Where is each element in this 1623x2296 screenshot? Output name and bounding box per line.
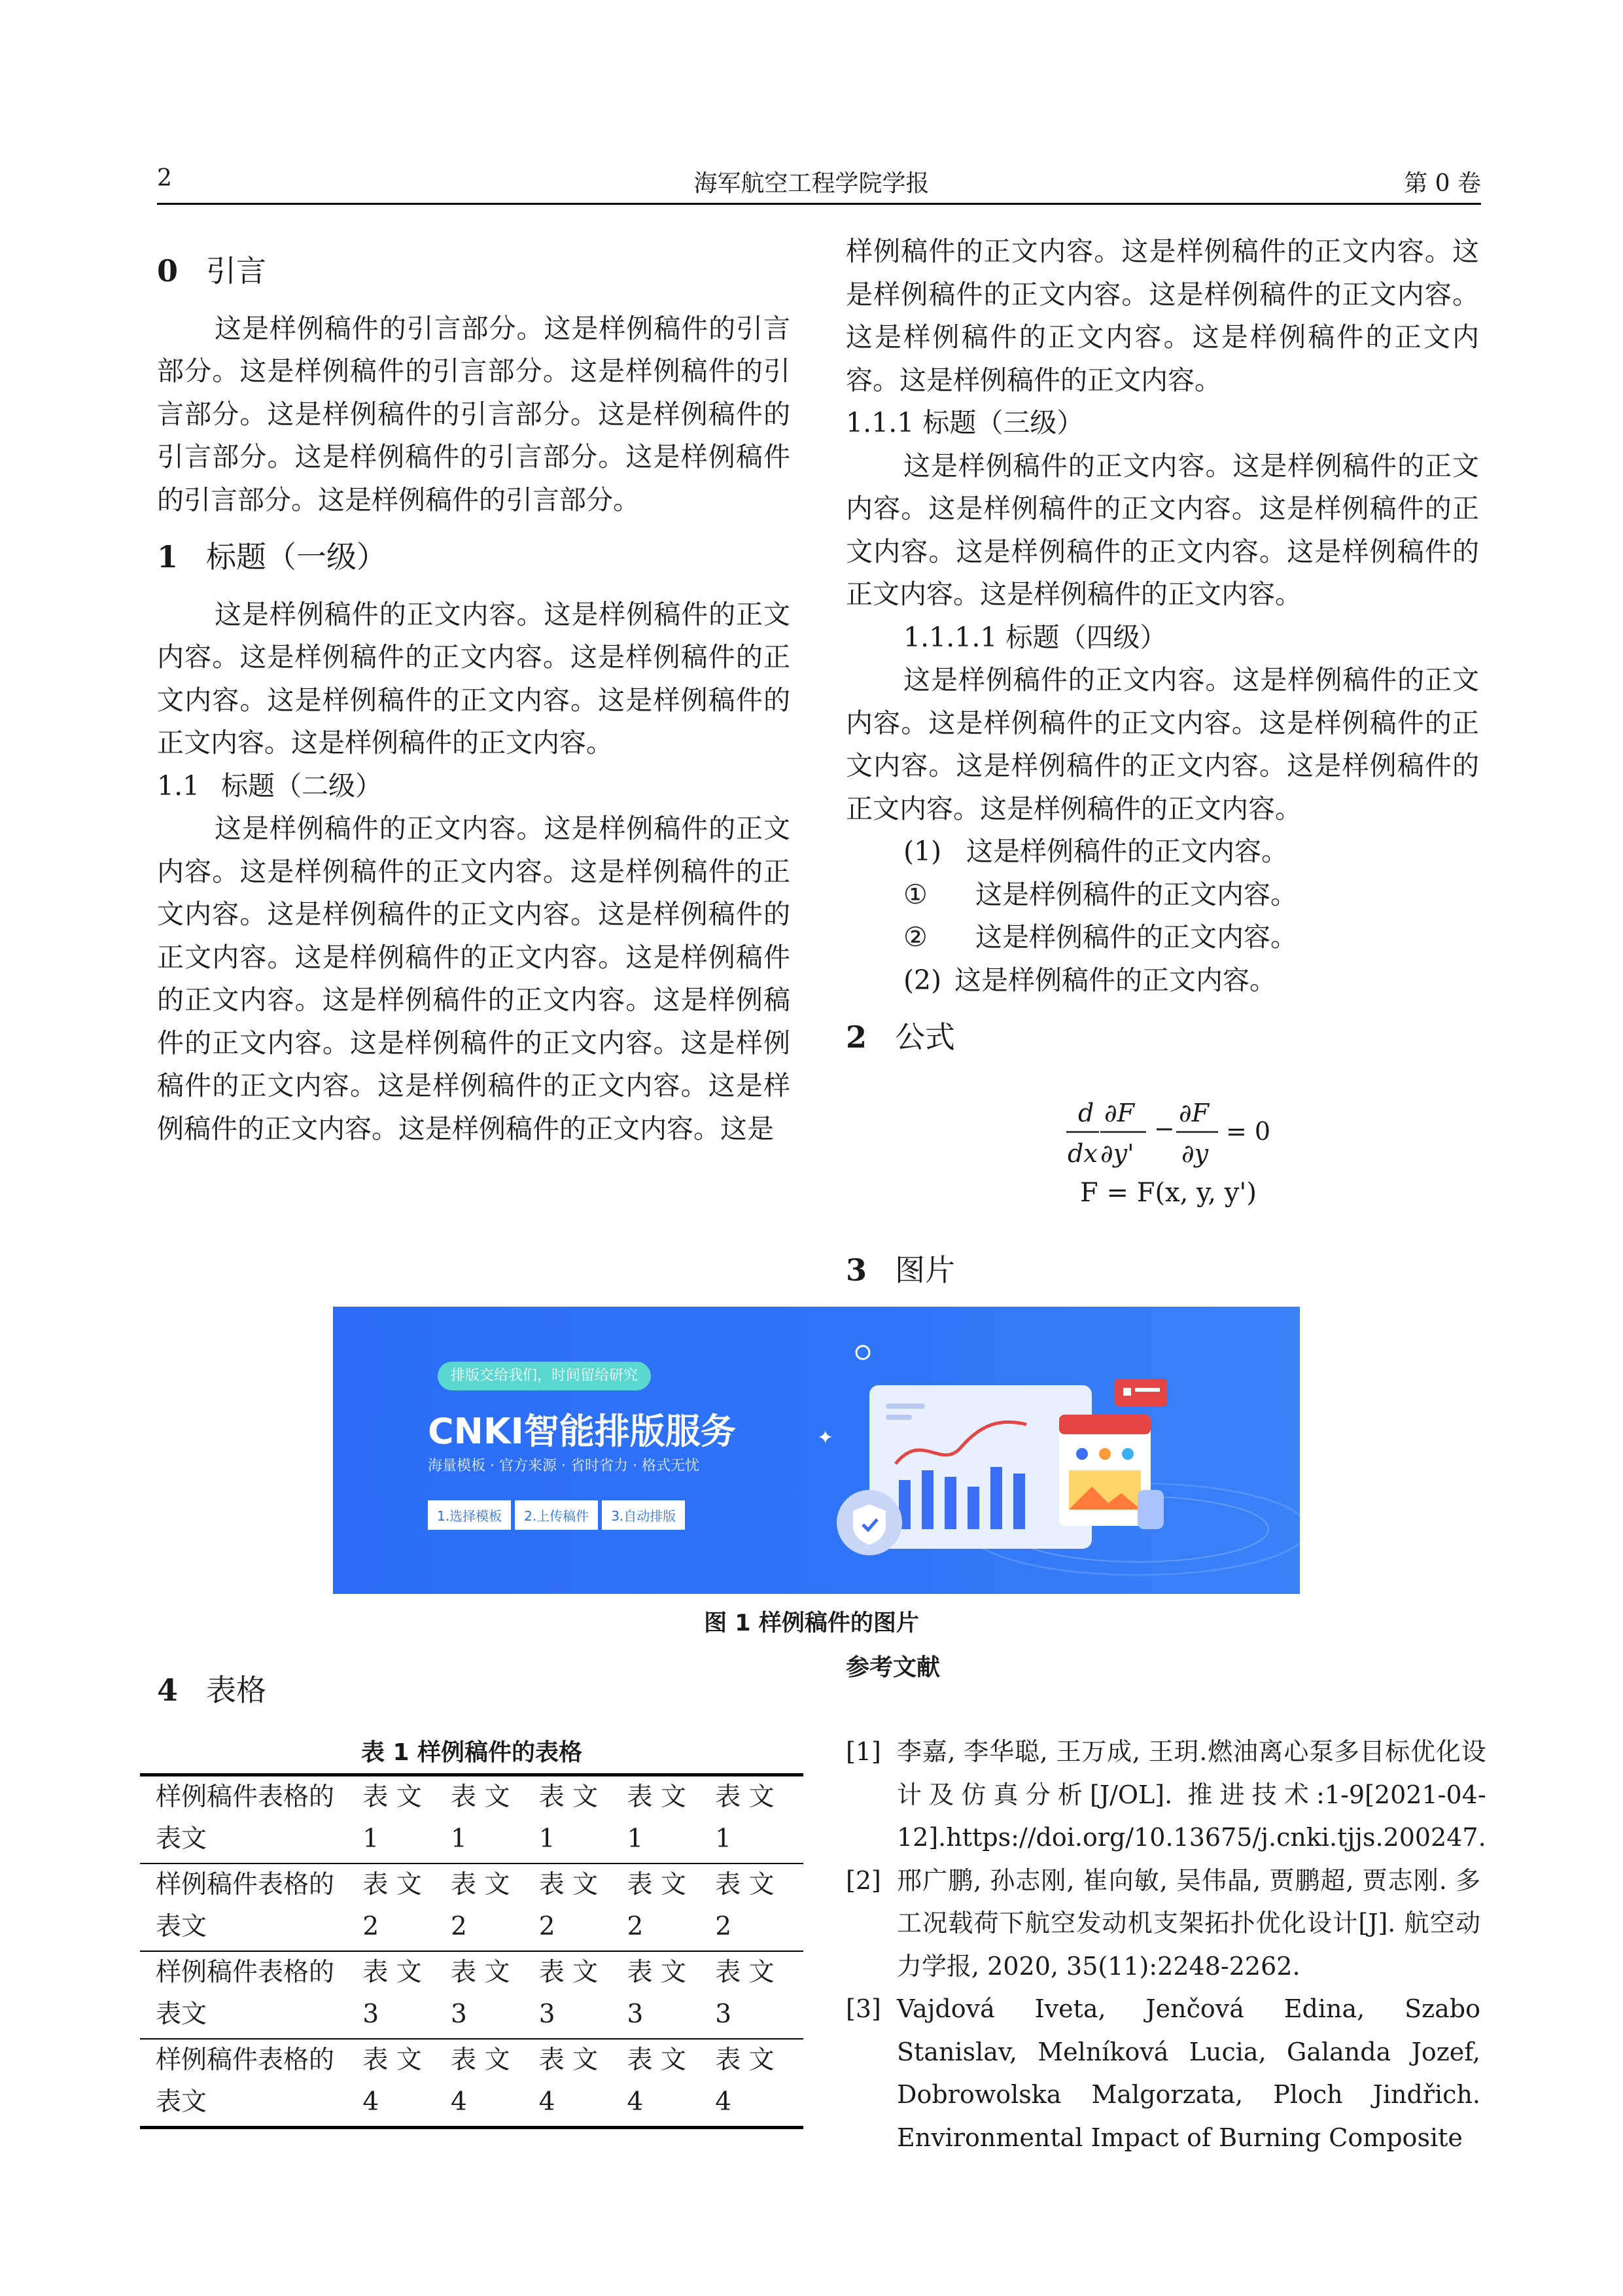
svg-text:✦: ✦ — [817, 1426, 834, 1449]
svg-text:dx: dx — [1068, 1139, 1098, 1168]
table-cell — [362, 1775, 451, 1864]
cell-line: 样例稿件表格的 — [156, 1958, 335, 1987]
table-cell — [539, 1951, 627, 2039]
right-column — [846, 230, 1479, 1059]
table-cell — [715, 1951, 803, 2039]
list-text: 这是样例稿件的正文内容。 — [975, 878, 1297, 910]
cell-line: 2 — [627, 1912, 644, 1941]
cell-line: 3 — [538, 2000, 555, 2029]
cell-line: 1 — [715, 1824, 732, 1854]
reference-item — [846, 1731, 1486, 1860]
table-cell — [451, 1863, 539, 1951]
cell-line: 表 文 — [715, 1870, 775, 1899]
reference-text: Vajdová Iveta, Jenčová Edina, Szabo Stanislav, Melníková Lucia, Galanda Jozef, Dobrowolska Malgorzata, Ploch Jindřich. Environmental Impact of Burning Composite — [897, 1994, 1480, 2152]
left-column — [157, 250, 790, 1150]
banner-title: CNKI智能排版服务 — [428, 1411, 736, 1452]
section-number: 0 — [157, 253, 179, 289]
list-item — [846, 959, 1479, 1002]
cell-line: 表 文 — [538, 1782, 599, 1812]
table-row — [140, 1951, 803, 2039]
svg-text:∂y': ∂y' — [1100, 1139, 1134, 1168]
cell-line: 表 文 — [715, 1782, 775, 1812]
section-title: 图片 — [895, 1252, 955, 1288]
cell-line: 表 文 — [538, 1958, 599, 1987]
list-marker: (1) — [903, 836, 942, 867]
subsubsection-heading: 1.1.1 标题（三级） — [846, 407, 1084, 438]
table-cell — [715, 1775, 803, 1864]
table-cell — [362, 1951, 451, 2039]
section-number: 2 — [846, 1019, 867, 1055]
equation-1-graphic — [1066, 1094, 1276, 1174]
reference-number: [1] — [846, 1737, 881, 1766]
banner-subtitle: 海量模板 · 官方来源 · 省时省力 · 格式无忧 — [428, 1458, 699, 1474]
reference-number: [3] — [846, 1994, 881, 2023]
reference-text: 邢广鹏, 孙志刚, 崔向敏, 吴伟晶, 贾鹏超, 贾志刚. 多工况载荷下航空发动机支架拓扑优化设计[J]. 航空动力学报, 2020, 35(11):2248-2262. — [897, 1865, 1480, 1981]
cell-line: 3 — [451, 2000, 467, 2029]
level4-paragraph: 这是样例稿件的正文内容。这是样例稿件的正文内容。这是样例稿件的正文内容。这是样例稿件的正文内容。这是样例稿件的正文内容。这是样例稿件的正文内容。这是样例稿件的正文内容。 — [846, 664, 1479, 824]
volume-label: 第 0 卷 — [1404, 170, 1481, 197]
banner-step: 2.上传稿件 — [515, 1500, 598, 1530]
cell-line: 表 文 — [451, 1870, 510, 1899]
list-text: 这是样例稿件的正文内容。 — [975, 921, 1297, 953]
cell-line: 样例稿件表格的 — [156, 2045, 335, 2075]
section-1-paragraph: 这是样例稿件的正文内容。这是样例稿件的正文内容。这是样例稿件的正文内容。这是样例稿件的正文内容。这是样例稿件的正文内容。这是样例稿件的正文内容。这是样例稿件的正文内容。 — [157, 598, 790, 758]
cell-line: 4 — [627, 2087, 644, 2117]
table-cell — [140, 1863, 362, 1951]
cell-line: 2 — [715, 1912, 732, 1941]
subsubsection-paragraph: 这是样例稿件的正文内容。这是样例稿件的正文内容。这是样例稿件的正文内容。这是样例稿件的正文内容。这是样例稿件的正文内容。这是样例稿件的正文内容。这是样例稿件的正文内容。 — [846, 450, 1479, 610]
section-title: 公式 — [895, 1019, 955, 1055]
section-heading-4 — [157, 1667, 266, 1710]
table-cell — [140, 1775, 362, 1864]
table-cell — [627, 1863, 715, 1951]
table-cell — [715, 2039, 803, 2128]
table-cell — [451, 1775, 539, 1864]
table-cell — [627, 2039, 715, 2128]
level4-heading: 1.1.1.1 标题（四级） — [903, 621, 1167, 653]
section-title: 表格 — [206, 1672, 266, 1708]
cell-line: 表 文 — [538, 1870, 599, 1899]
cell-line: 表 文 — [451, 1958, 510, 1987]
cell-line: 表 文 — [451, 2045, 510, 2075]
reference-number: [2] — [846, 1865, 881, 1895]
subsection-title: 标题（二级） — [221, 769, 382, 802]
references-heading: 参考文献 — [846, 1654, 941, 1681]
section-title: 引言 — [206, 253, 266, 289]
section-heading-2 — [846, 1016, 1479, 1059]
table-cell — [715, 1863, 803, 1951]
cell-line: 4 — [362, 2087, 379, 2117]
equation-2: F = F(x, y, y') — [1080, 1178, 1257, 1208]
list-item — [846, 874, 1479, 917]
section-heading-intro — [157, 250, 790, 293]
table-cell — [140, 1951, 362, 2039]
cell-line: 样例稿件表格的 — [156, 1782, 335, 1812]
reference-item — [846, 1988, 1480, 2159]
svg-text:∂y: ∂y — [1181, 1139, 1209, 1168]
cell-line: 1 — [538, 1824, 555, 1854]
table-row — [140, 1863, 803, 1951]
list-item — [846, 830, 1479, 874]
cell-line: 4 — [715, 2087, 732, 2117]
banner-steps — [428, 1500, 685, 1530]
cell-line: 4 — [451, 2087, 467, 2117]
cell-line: 表 文 — [451, 1782, 510, 1812]
banner-step: 3.自动排版 — [602, 1500, 685, 1530]
cell-line: 1 — [627, 1824, 644, 1854]
section-number: 4 — [157, 1672, 179, 1708]
list-text: 这是样例稿件的正文内容。 — [954, 964, 1276, 996]
section-number: 1 — [157, 539, 179, 574]
reference-item — [846, 1860, 1480, 1988]
table-cell — [627, 1951, 715, 2039]
journal-title: 海军航空工程学院学报 — [693, 170, 930, 197]
cell-line: 4 — [538, 2087, 555, 2117]
table-cell — [451, 1951, 539, 2039]
cell-line: 表 文 — [538, 2045, 599, 2075]
cell-line: 3 — [715, 2000, 732, 2029]
banner-pill: 排版交给我们，时间留给研究 — [438, 1362, 651, 1390]
figure-caption: 图 1 样例稿件的图片 — [704, 1610, 919, 1636]
cell-line: 表 文 — [627, 2045, 686, 2075]
cell-line: 表 文 — [362, 1958, 422, 1987]
table-cell — [362, 2039, 451, 2128]
continued-paragraph: 样例稿件的正文内容。这是样例稿件的正文内容。这是样例稿件的正文内容。这是样例稿件的正文内容。这是样例稿件的正文内容。这是样例稿件的正文内容。这是样例稿件的正文内容。 — [846, 236, 1479, 396]
svg-text:= 0: = 0 — [1226, 1117, 1271, 1146]
section-title: 标题（一级） — [206, 539, 387, 574]
header-rule — [157, 203, 1481, 205]
list-item — [846, 916, 1479, 959]
svg-text:∂F: ∂F — [1104, 1099, 1135, 1127]
section-heading-3 — [846, 1246, 955, 1290]
reference-text: 李嘉, 李华聪, 王万成, 王玥.燃油离心泵多目标优化设计及仿真分析[J/OL]. 推进技术:1-9[2021-04-12].https://doi.org/10.13675/j.cnki.tjjs.200247. — [897, 1737, 1486, 1852]
cell-line: 表 文 — [362, 2045, 422, 2075]
list-marker: ② — [903, 921, 928, 953]
svg-text:−: − — [1154, 1114, 1175, 1143]
figure-image — [333, 1307, 1300, 1594]
banner-step: 1.选择模板 — [428, 1500, 511, 1530]
cell-line: 1 — [362, 1824, 379, 1854]
cell-line: 3 — [627, 2000, 644, 2029]
subsection-number: 1.1 — [157, 769, 200, 802]
cell-line: 2 — [362, 1912, 379, 1941]
table-cell — [627, 1775, 715, 1864]
cell-line: 表 文 — [362, 1782, 422, 1812]
cell-line: 2 — [538, 1912, 555, 1941]
table-caption: 表 1 样例稿件的表格 — [360, 1739, 583, 1766]
cell-line: 表 文 — [715, 1958, 775, 1987]
cell-line: 表文 — [156, 1824, 207, 1854]
table-cell — [539, 1863, 627, 1951]
page-number: 2 — [157, 165, 172, 192]
cell-line: 3 — [362, 2000, 379, 2029]
intro-paragraph: 这是样例稿件的引言部分。这是样例稿件的引言部分。这是样例稿件的引言部分。这是样例稿件的引言部分。这是样例稿件的引言部分。这是样例稿件的引言部分。这是样例稿件的引言部分。这是样例稿件的引言部分。这是样例稿件的引言部分。 — [157, 312, 790, 516]
cell-line: 表文 — [156, 2000, 207, 2029]
cell-line: 表文 — [156, 2087, 207, 2117]
table-cell — [539, 2039, 627, 2128]
list-text: 这是样例稿件的正文内容。 — [966, 836, 1288, 867]
svg-text:∂F: ∂F — [1179, 1099, 1210, 1127]
table-row — [140, 1775, 803, 1864]
cell-line: 表 文 — [362, 1870, 422, 1899]
cell-line: 表 文 — [715, 2045, 775, 2075]
cell-line: 样例稿件表格的 — [156, 1870, 335, 1899]
list-marker: ① — [903, 878, 928, 910]
equation-1 — [1066, 1094, 1276, 1174]
section-heading-1 — [157, 536, 790, 579]
cell-line: 表 文 — [627, 1958, 686, 1987]
table-cell — [451, 2039, 539, 2128]
subsection-1-1-paragraph: 这是样例稿件的正文内容。这是样例稿件的正文内容。这是样例稿件的正文内容。这是样例稿件的正文内容。这是样例稿件的正文内容。这是样例稿件的正文内容。这是样例稿件的正文内容。这是样例稿件的正文内容。这是样例稿件的正文内容。这是样例稿件的正文内容。这是样例稿件的正文内容。这是样例稿件的正文内容。这是样例稿件的正文内容。这是样例稿件的正文内容。这是样例稿件的正文内容。这是 — [157, 813, 790, 1144]
table-row — [140, 2039, 803, 2128]
cell-line: 表 文 — [627, 1870, 686, 1899]
data-table — [140, 1773, 803, 2129]
cell-line: 2 — [451, 1912, 467, 1941]
cell-line: 表 文 — [627, 1782, 686, 1812]
references-list — [846, 1731, 1486, 2159]
table-cell — [539, 1775, 627, 1864]
subsection-heading-1-1 — [157, 765, 790, 808]
table-cell — [140, 2039, 362, 2128]
table-cell — [362, 1863, 451, 1951]
list-marker: (2) — [903, 964, 942, 996]
cell-line: 1 — [451, 1824, 467, 1854]
section-number: 3 — [846, 1252, 867, 1288]
cell-line: 表文 — [156, 1912, 207, 1941]
svg-text:d: d — [1078, 1099, 1094, 1127]
